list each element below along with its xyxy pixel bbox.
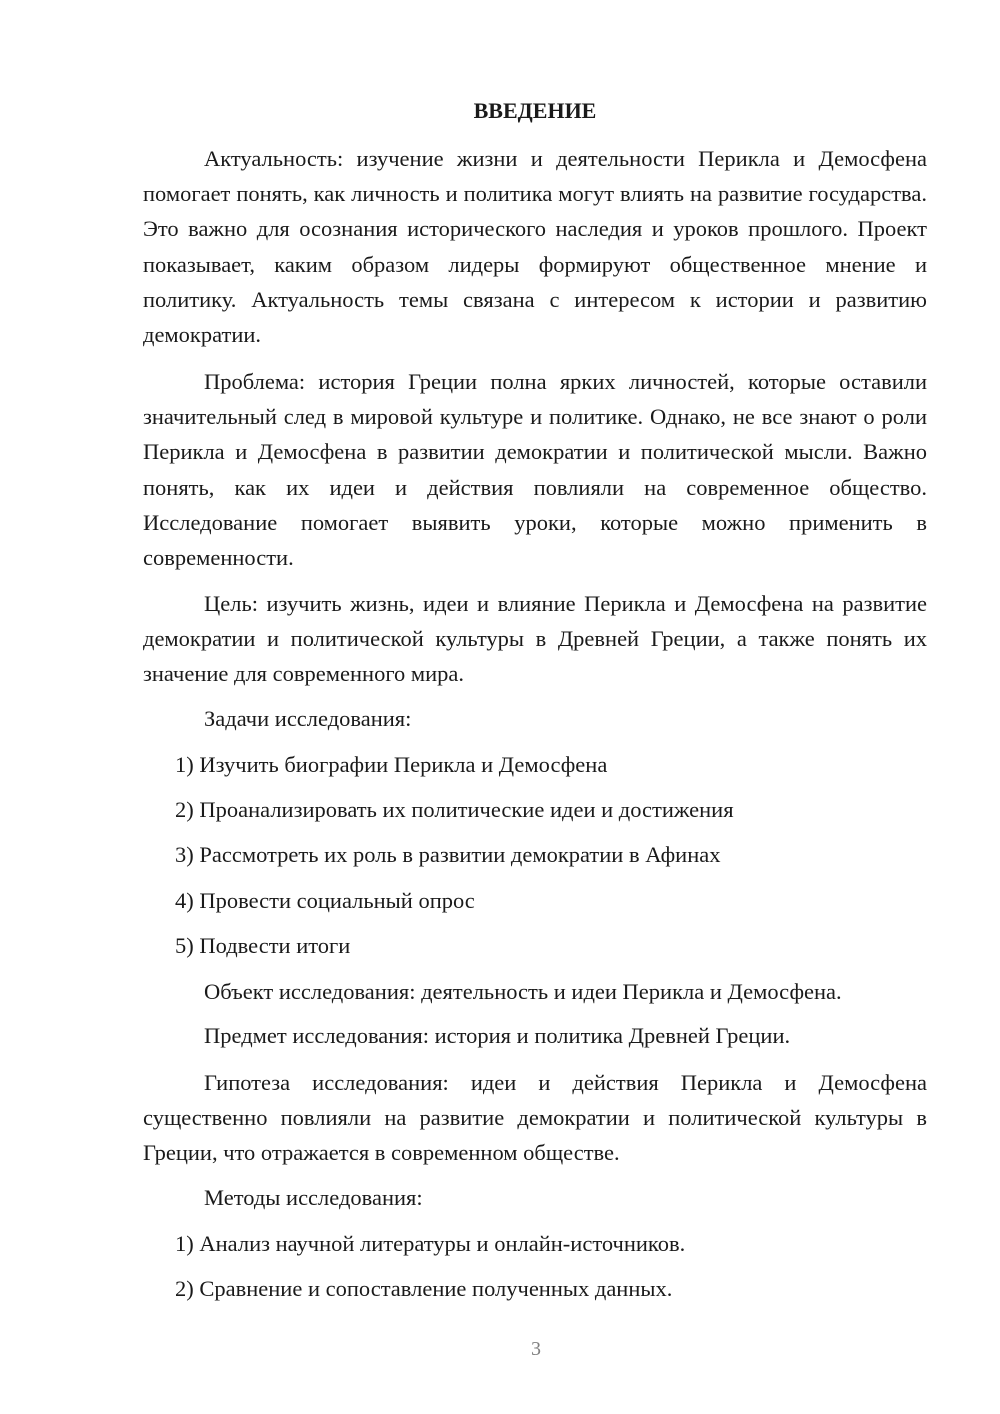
problem-paragraph: Проблема: история Греции полна ярких личностей, которые оставили значительный след в мировой культуре и политике. Однако, не все знают о роли Перикла и Демосфена в развитии демократии и политической мысли. Важно понять, как их идеи и действия повлияли на современное общество. Исследование помогает выявить уроки, которые можно применить в современности. xyxy=(143,369,927,571)
goal-paragraph: Цель: изучить жизнь, идеи и влияние Перикла и Демосфена на развитие демократии и политической культуры в Древней Греции, а также понять их значение для современного мира. xyxy=(143,591,927,687)
section-title: ВВЕДЕНИЕ xyxy=(473,98,597,123)
tasks-heading: Задачи исследования: xyxy=(204,706,412,731)
task-item: 3) Рассмотреть их роль в развитии демократии в Афинах xyxy=(175,842,721,867)
method-item: 2) Сравнение и сопоставление полученных данных. xyxy=(175,1276,673,1301)
object-line: Объект исследования: деятельность и идеи Перикла и Демосфена. xyxy=(204,979,842,1004)
task-item: 4) Провести социальный опрос xyxy=(175,888,475,913)
methods-heading: Методы исследования: xyxy=(204,1185,423,1210)
task-item: 1) Изучить биографии Перикла и Демосфена xyxy=(175,752,608,777)
method-item: 1) Анализ научной литературы и онлайн-источников. xyxy=(175,1231,686,1256)
relevance-paragraph: Актуальность: изучение жизни и деятельности Перикла и Демосфена помогает понять, как личность и политика могут влиять на развитие государства. Это важно для осознания исторического наследия и уроков прошлого. Проект показывает, каким образом лидеры формируют общественное мнение и политику. Актуальность темы связана с интересом к истории и развитию демократии. xyxy=(143,146,927,348)
task-item: 5) Подвести итоги xyxy=(175,933,351,958)
hypothesis-paragraph: Гипотеза исследования: идеи и действия Перикла и Демосфена существенно повлияли на развитие демократии и политической культуры в Греции, что отражается в современном обществе. xyxy=(143,1070,927,1166)
subject-line: Предмет исследования: история и политика Древней Греции. xyxy=(204,1023,791,1048)
page-number: 3 xyxy=(531,1338,541,1360)
task-item: 2) Проанализировать их политические идеи и достижения xyxy=(175,797,734,822)
